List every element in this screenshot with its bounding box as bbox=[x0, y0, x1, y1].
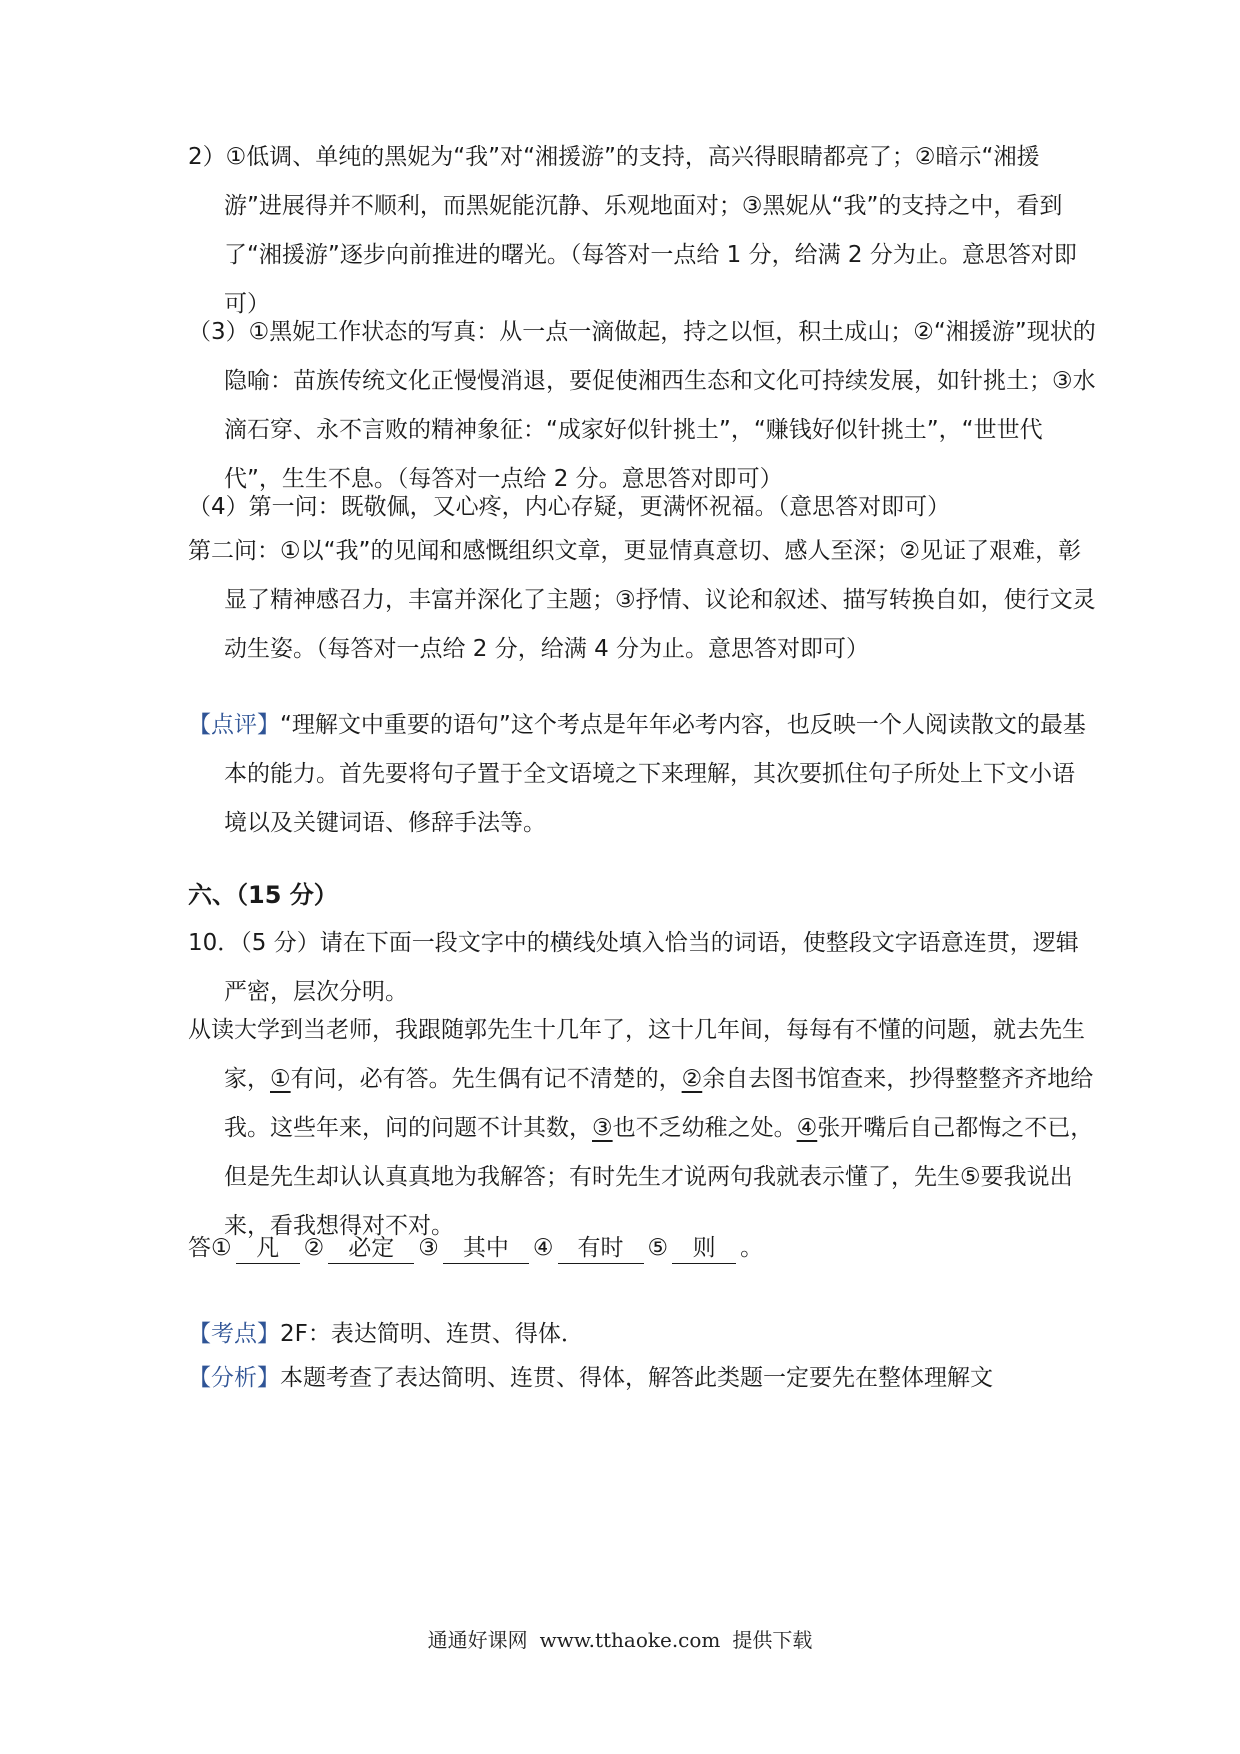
question-10: 10．（5 分）请在下面一段文字中的横线处填入恰当的词语，使整段文字语意连贯，逻辑严密，层次分明。 bbox=[188, 930, 1079, 1005]
answer-9-3: （3）①黑妮工作状态的写真：从一点一滴做起，持之以恒，积土成山；②“湘援游”现状的隐喻：苗族传统文化正慢慢消退，要促使湘西生态和文化可持续发展，如针挑土；③水滴石穿、永不言败的精神象征：“成家好似针挑土”，“赚钱好似针挑土”，“世世代代”，生生不息。（每答对一点给 2 分。意思答对即可） bbox=[188, 319, 1096, 492]
answer-10 bbox=[188, 1224, 1060, 1273]
comment-tag: 【点评】 bbox=[188, 712, 280, 738]
blank-marker-4: ④ bbox=[796, 1115, 818, 1141]
footer-note: 提供下载 bbox=[732, 1628, 813, 1652]
fenxi-text: 本题考查了表达简明、连贯、得体，解答此类题一定要先在整体理解文 bbox=[280, 1365, 993, 1391]
answer-number: ③ bbox=[418, 1235, 439, 1261]
answer-blank-4: 有时 bbox=[558, 1233, 644, 1264]
fenxi-tag: 【分析】 bbox=[188, 1365, 280, 1391]
answer-number: ④ bbox=[532, 1235, 554, 1261]
comment-block bbox=[188, 701, 1096, 848]
answer-blank-3: 其中 bbox=[443, 1233, 529, 1264]
blank-marker-3: ③ bbox=[592, 1115, 613, 1141]
answer-suffix: 。 bbox=[740, 1235, 764, 1261]
passage-text: 张开嘴后自己都悔之不已，但是先生却认认真真地为我解答；有时先生才说两句我就表示懂了，先生⑤要我说出来，看我想得对不对。 bbox=[224, 1115, 1094, 1239]
kaodian-text: 2F：表达简明、连贯、得体． bbox=[280, 1321, 584, 1347]
passage-text: 余自去图书馆查来，抄得整整齐齐地给我。这些年来，问的问题不计其数， bbox=[224, 1066, 1094, 1141]
answer-9-4-first: （4）第一问：既敬佩，又心疼，内心存疑，更满怀祝福。（意思答对即可） bbox=[188, 494, 951, 520]
passage-text: 从读大学到当老师，我跟随郭先生十几年了，这十几年间，每每有不懂的问题，就去先生家， bbox=[188, 1017, 1085, 1092]
fenxi-block bbox=[188, 1354, 1060, 1403]
kaodian-tag: 【考点】 bbox=[188, 1321, 280, 1347]
footer-url[interactable]: www.tthaoke.com bbox=[539, 1628, 721, 1652]
answer-blank-1: 凡 bbox=[236, 1233, 300, 1264]
section-heading: 六、（15 分） bbox=[188, 881, 338, 909]
answer-prefix: 答① bbox=[188, 1235, 232, 1261]
kaodian-block bbox=[188, 1310, 1060, 1359]
question-10-passage bbox=[188, 1006, 1096, 1251]
comment-text: “理解文中重要的语句”这个考点是年年必考内容，也反映一个人阅读散文的最基本的能力。首先要将句子置于全文语境之下来理解，其次要抓住句子所处上下文小语境以及关键词语、修辞手法等。 bbox=[224, 712, 1086, 836]
answer-number: ⑤ bbox=[647, 1235, 669, 1261]
answer-9-4-second: 第二问：①以“我”的见闻和感慨组织文章，更显情真意切、感人至深；②见证了艰难，彰显了精神感召力，丰富并深化了主题；③抒情、议论和叙述、描写转换自如，使行文灵动生姿。（每答对一点给 2 分，给满 4 分为止。意思答对即可） bbox=[188, 538, 1096, 662]
blank-marker-2: ② bbox=[681, 1066, 703, 1092]
answer-number: ② bbox=[303, 1235, 325, 1261]
passage-text: 也不乏幼稚之处。 bbox=[612, 1115, 797, 1141]
answer-blank-2: 必定 bbox=[328, 1233, 414, 1264]
page-footer bbox=[0, 1624, 1240, 1653]
answer-blank-5: 则 bbox=[672, 1233, 736, 1264]
footer-site-name: 通通好课网 bbox=[427, 1628, 528, 1652]
answer-9-2: 2）①低调、单纯的黑妮为“我”对“湘援游”的支持，高兴得眼睛都亮了；②暗示“湘援游”进展得并不顺利，而黑妮能沉静、乐观地面对；③黑妮从“我”的支持之中，看到了“湘援游”逐步向前推进的曙光。（每答对一点给 1 分，给满 2 分为止。意思答对即可） bbox=[188, 144, 1077, 317]
passage-text: 有问，必有答。先生偶有记不清楚的， bbox=[290, 1066, 682, 1092]
blank-marker-1: ① bbox=[270, 1066, 291, 1092]
